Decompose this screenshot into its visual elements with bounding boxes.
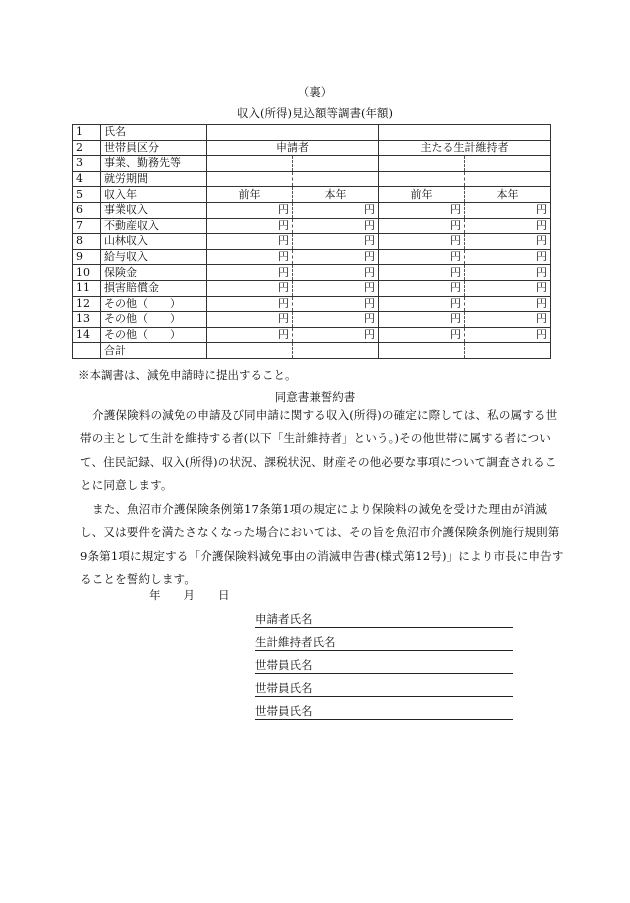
table-row (73, 125, 551, 141)
yen-amount-cell[interactable]: 円 (207, 312, 293, 328)
income-table (72, 124, 551, 359)
row-label: 損害賠償金 (101, 280, 207, 296)
row-number (73, 343, 101, 359)
yen-amount-cell[interactable]: 円 (207, 202, 293, 218)
consent-title: 同意書兼誓約書 (274, 390, 356, 404)
yen-amount-cell[interactable]: 円 (293, 202, 379, 218)
yen-amount-cell[interactable]: 円 (379, 327, 465, 343)
signature-supporter[interactable]: 生計維持者氏名 (255, 635, 513, 651)
row-number: 10 (73, 265, 101, 281)
table-row (73, 312, 551, 328)
yen-amount-cell[interactable]: 円 (465, 280, 551, 296)
signature-member[interactable]: 世帯員氏名 (255, 704, 513, 720)
yen-amount-cell[interactable]: 円 (379, 312, 465, 328)
row-label: 事業収入 (101, 202, 207, 218)
signature-member[interactable]: 世帯員氏名 (255, 658, 513, 674)
row-number: 5 (73, 187, 101, 203)
row-number: 2 (73, 140, 101, 156)
table-row (73, 140, 551, 156)
table-row (73, 202, 551, 218)
yen-amount-cell[interactable]: 円 (465, 296, 551, 312)
yen-amount-cell[interactable]: 円 (207, 265, 293, 281)
consent-paragraph-1: 介護保険料の減免の申請及び同申請に関する収入(所得)の確定に際しては、私の属する世帯の主として生計を維持する者(以下「生計維持者」という。)その他世帯に属する者について、住民記録、収入(所得)の状況、課税状況、財産その他必要な事項について調査されることに同意します。 (80, 408, 558, 493)
input-cell[interactable] (207, 171, 293, 187)
input-cell[interactable] (207, 156, 293, 172)
yen-amount-cell[interactable]: 円 (293, 218, 379, 234)
curr-year-header: 本年 (293, 187, 379, 203)
consent-paragraph-2: また、魚沼市介護保険条例第17条第1項の規定により保険料の減免を受けた理由が消滅し、又は要件を満たさなくなった場合においては、その旨を魚沼市介護保険条例施行規則第9条第1項に規定する「介護保険料減免事由の消滅申告書(様式第12号)」により市長に申告することを誓約します。 (80, 502, 564, 587)
row-number: 14 (73, 327, 101, 343)
table-row (73, 296, 551, 312)
row-label: 氏名 (101, 125, 207, 141)
yen-amount-cell[interactable]: 円 (207, 234, 293, 250)
yen-amount-cell[interactable]: 円 (379, 296, 465, 312)
row-number: 3 (73, 156, 101, 172)
yen-amount-cell[interactable]: 円 (465, 312, 551, 328)
total-cell[interactable] (207, 343, 293, 359)
applicant-header: 申請者 (207, 140, 379, 156)
table-row (73, 218, 551, 234)
input-cell[interactable] (465, 156, 551, 172)
yen-amount-cell[interactable]: 円 (207, 249, 293, 265)
table-row (73, 234, 551, 250)
yen-amount-cell[interactable]: 円 (379, 202, 465, 218)
yen-amount-cell[interactable]: 円 (293, 249, 379, 265)
row-label: その他（ ） (101, 296, 207, 312)
table-row (73, 327, 551, 343)
yen-amount-cell[interactable]: 円 (207, 327, 293, 343)
row-number: 11 (73, 280, 101, 296)
table-row (73, 171, 551, 187)
row-label: 不動産収入 (101, 218, 207, 234)
total-cell[interactable] (465, 343, 551, 359)
table-row-total (73, 343, 551, 359)
yen-amount-cell[interactable]: 円 (465, 218, 551, 234)
prev-year-header: 前年 (379, 187, 465, 203)
yen-amount-cell[interactable]: 円 (465, 327, 551, 343)
row-label: 収入年 (101, 187, 207, 203)
yen-amount-cell[interactable]: 円 (293, 312, 379, 328)
row-number: 13 (73, 312, 101, 328)
table-row (73, 187, 551, 203)
row-label: 事業、勤務先等 (101, 156, 207, 172)
page-side-label: （裏） (297, 85, 333, 99)
row-number: 8 (73, 234, 101, 250)
total-label: 合計 (101, 343, 207, 359)
yen-amount-cell[interactable]: 円 (465, 265, 551, 281)
yen-amount-cell[interactable]: 円 (465, 234, 551, 250)
yen-amount-cell[interactable]: 円 (379, 265, 465, 281)
date-line: 年 月 日 (149, 588, 230, 602)
table-row (73, 280, 551, 296)
row-label: その他（ ） (101, 312, 207, 328)
row-label: 世帯員区分 (101, 140, 207, 156)
row-number: 4 (73, 171, 101, 187)
table-row (73, 249, 551, 265)
yen-amount-cell[interactable]: 円 (293, 234, 379, 250)
yen-amount-cell[interactable]: 円 (465, 202, 551, 218)
row-label: 山林収入 (101, 234, 207, 250)
yen-amount-cell[interactable]: 円 (293, 327, 379, 343)
total-cell[interactable] (379, 343, 465, 359)
row-label: 給与収入 (101, 249, 207, 265)
signature-applicant[interactable]: 申請者氏名 (255, 612, 513, 628)
table-row (73, 265, 551, 281)
table-row (73, 156, 551, 172)
submission-note: ※本調書は、減免申請時に提出すること。 (78, 368, 297, 382)
yen-amount-cell[interactable]: 円 (379, 234, 465, 250)
supporter-header: 主たる生計維持者 (379, 140, 551, 156)
row-number: 9 (73, 249, 101, 265)
signature-member[interactable]: 世帯員氏名 (255, 681, 513, 697)
yen-amount-cell[interactable]: 円 (207, 218, 293, 234)
supporter-name-cell[interactable] (379, 125, 551, 141)
yen-amount-cell[interactable]: 円 (207, 280, 293, 296)
yen-amount-cell[interactable]: 円 (293, 265, 379, 281)
row-label: 保険金 (101, 265, 207, 281)
input-cell[interactable] (293, 171, 379, 187)
yen-amount-cell[interactable]: 円 (379, 280, 465, 296)
input-cell[interactable] (293, 156, 379, 172)
yen-amount-cell[interactable]: 円 (293, 296, 379, 312)
yen-amount-cell[interactable]: 円 (207, 296, 293, 312)
curr-year-header: 本年 (465, 187, 551, 203)
row-number: 6 (73, 202, 101, 218)
form-title: 収入(所得)見込額等調書(年額) (237, 106, 393, 120)
row-label: 就労期間 (101, 171, 207, 187)
total-cell[interactable] (293, 343, 379, 359)
input-cell[interactable] (379, 156, 465, 172)
prev-year-header: 前年 (207, 187, 293, 203)
row-number: 7 (73, 218, 101, 234)
yen-amount-cell[interactable]: 円 (379, 249, 465, 265)
applicant-name-cell[interactable] (207, 125, 379, 141)
row-label: その他（ ） (101, 327, 207, 343)
yen-amount-cell[interactable]: 円 (379, 218, 465, 234)
input-cell[interactable] (379, 171, 465, 187)
yen-amount-cell[interactable]: 円 (293, 280, 379, 296)
row-number: 1 (73, 125, 101, 141)
row-number: 12 (73, 296, 101, 312)
input-cell[interactable] (465, 171, 551, 187)
yen-amount-cell[interactable]: 円 (465, 249, 551, 265)
